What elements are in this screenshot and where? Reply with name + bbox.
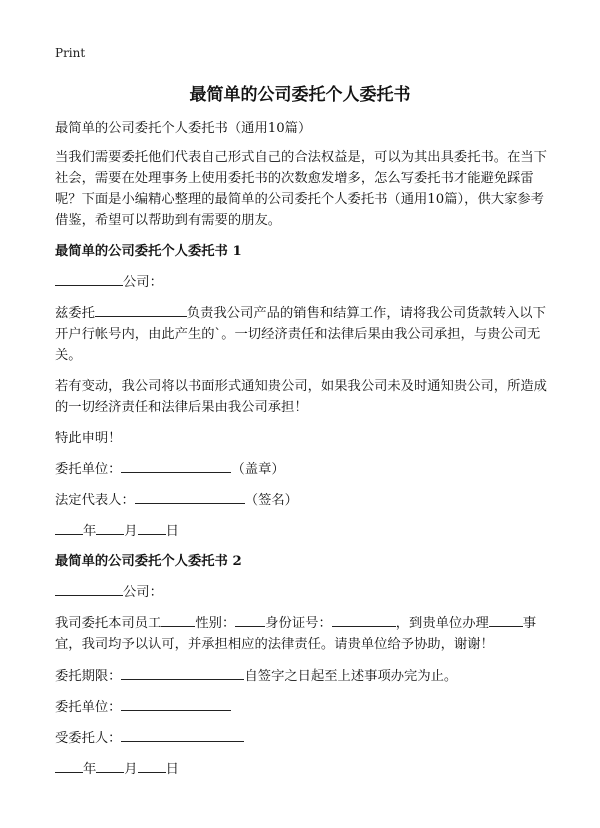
s2-company-line: 公司： bbox=[55, 581, 550, 603]
section-1-heading: 最简单的公司委托个人委托书 1 bbox=[55, 244, 242, 259]
s1-company-blank bbox=[55, 271, 123, 286]
s1-company-line: 公司： bbox=[55, 271, 550, 293]
s2-period-blank bbox=[121, 665, 244, 680]
s1-unit-line: 委托单位： （盖章） bbox=[55, 458, 550, 480]
s2-agent-blank bbox=[121, 727, 244, 742]
s1-delegate-blank bbox=[95, 302, 187, 317]
s2-date-line: 年 月 日 bbox=[55, 758, 550, 780]
s1-rep-blank bbox=[135, 489, 245, 504]
s2-agent-line: 受委托人： bbox=[55, 727, 550, 749]
page-title: 最简单的公司委托个人委托书 bbox=[189, 85, 411, 105]
section-2-heading: 最简单的公司委托个人委托书 2 bbox=[55, 554, 242, 569]
s1-paragraph-3: 特此申明！ bbox=[55, 431, 122, 446]
print-label[interactable]: Print bbox=[55, 46, 86, 60]
s2-unit-line: 委托单位： bbox=[55, 696, 550, 718]
intro-paragraph: 当我们需要委托他们代表自己形式自己的合法权益是，可以为其出具委托书。在当下社会，需要在处理事务上使用委托书的次数愈发增多，怎么写委托书才能避免踩雷呢？下面是小编精心整理的最简单的公司委托个人委托书（通用10篇），供大家参考借鉴，希望可以帮助到有需要的朋友。 bbox=[55, 150, 547, 228]
s2-company-blank bbox=[55, 581, 123, 596]
document-body bbox=[55, 118, 550, 789]
s1-date-line: 年 月 日 bbox=[55, 520, 550, 542]
s2-paragraph-1: 我司委托本司员工 性别： 身份证号： ，到贵单位办理 事宜，我司均予以认可，并承担相应的法律责任。请贵单位给予协助，谢谢！ bbox=[55, 612, 550, 655]
s1-unit-blank bbox=[121, 458, 231, 473]
s2-unit-blank bbox=[121, 696, 231, 711]
s1-paragraph-1: 兹委托 负责我公司产品的销售和结算工作，请将我公司货款转入以下开户行帐号内，由此产生的`。一切经济责任和法律后果由我公司承担，与贵公司无关。 bbox=[55, 302, 550, 366]
subtitle: 最简单的公司委托个人委托书（通用10篇） bbox=[55, 121, 312, 136]
s2-period-line: 委托期限： 自签字之日起至上述事项办完为止。 bbox=[55, 665, 550, 687]
s1-paragraph-2: 若有变动，我公司将以书面形式通知贵公司，如果我公司未及时通知贵公司，所造成的一切经济责任和法律后果由我公司承担！ bbox=[55, 379, 547, 415]
s1-rep-line: 法定代表人： （签名） bbox=[55, 489, 550, 511]
